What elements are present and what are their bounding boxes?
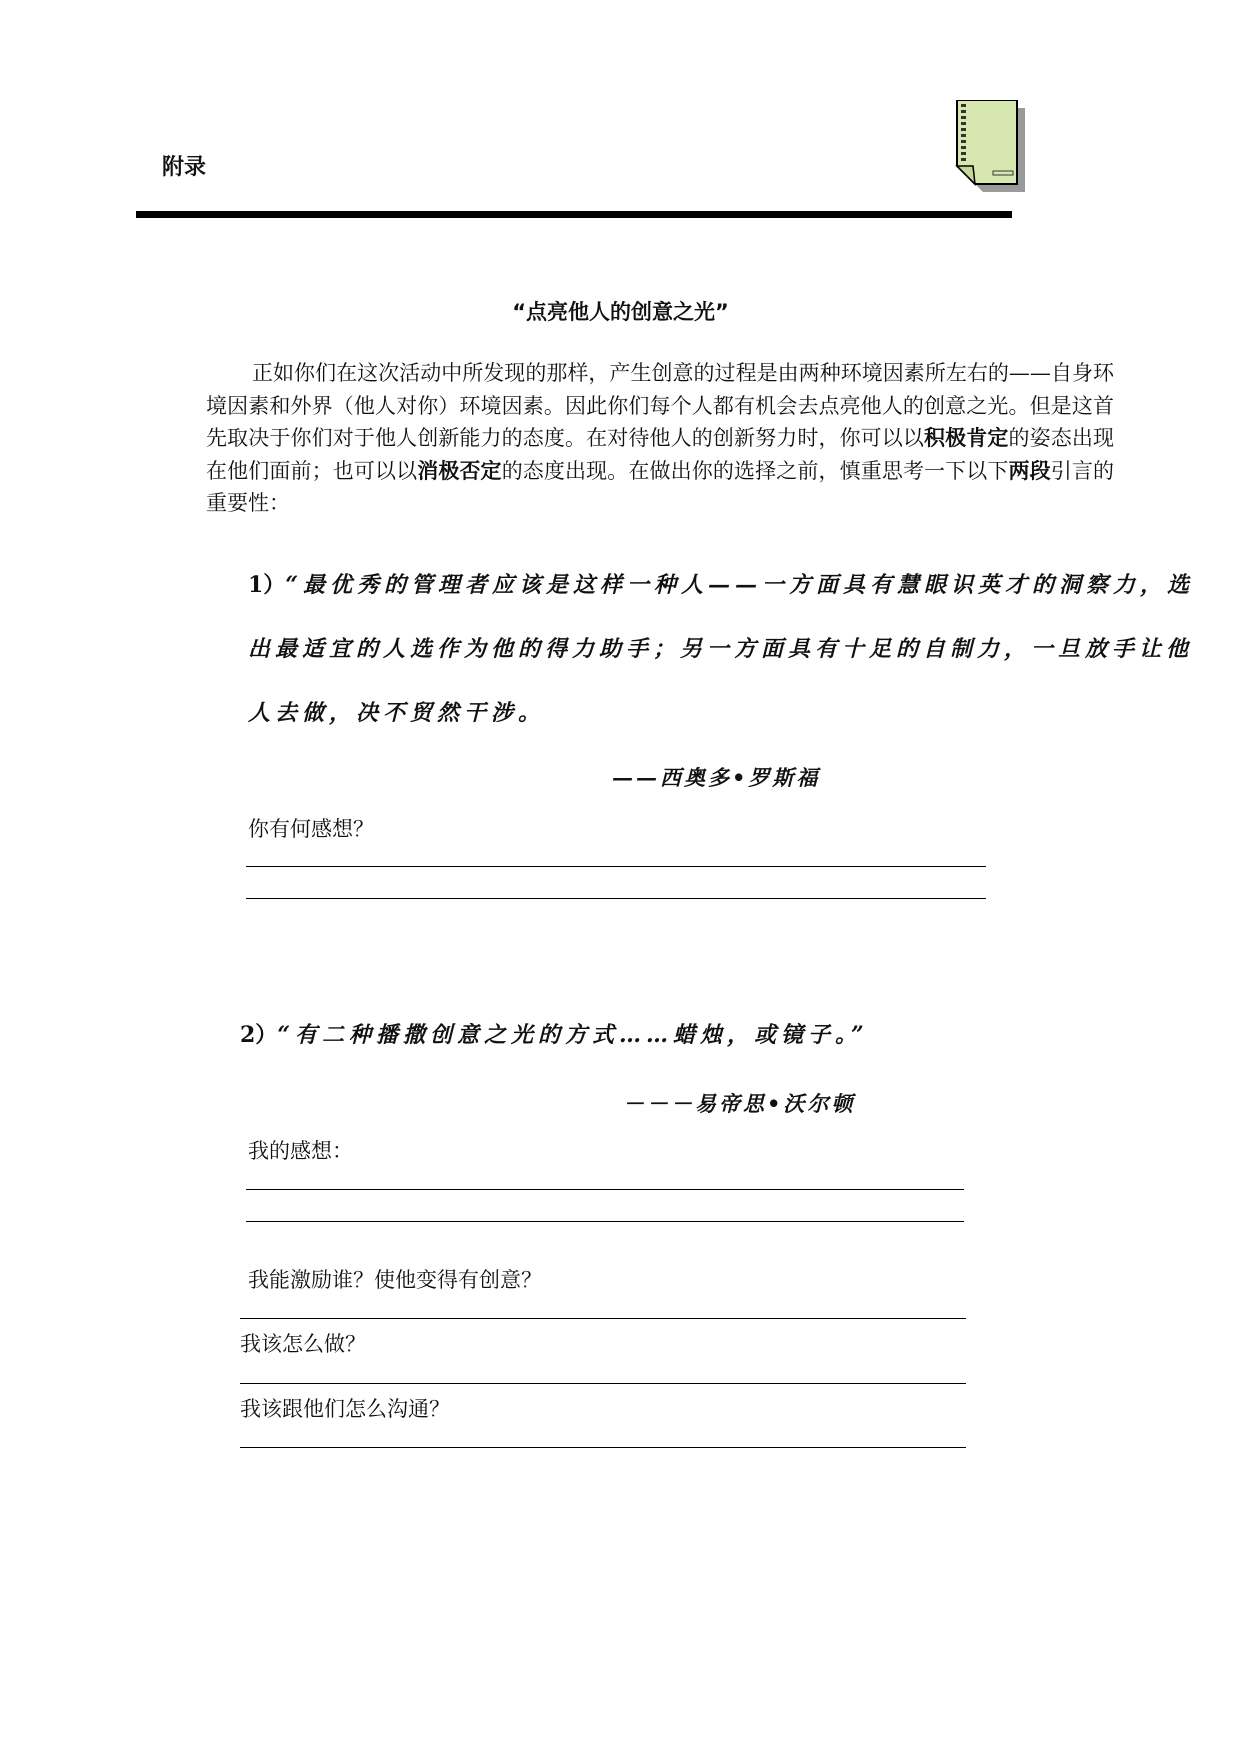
answer-line[interactable] (246, 1221, 964, 1222)
question-how: 我该怎么做？ (240, 1332, 366, 1356)
emphasis-negative: 消极否定 (417, 458, 502, 483)
answer-line[interactable] (240, 1318, 966, 1319)
page-title: “点亮他人的创意之光” (512, 300, 729, 324)
notebook-icon (955, 100, 1037, 200)
emphasis-two: 两段 (1008, 458, 1051, 483)
question-communicate: 我该跟他们怎么沟通？ (240, 1397, 450, 1421)
answer-line[interactable] (246, 1189, 964, 1190)
answer-line[interactable] (246, 866, 986, 867)
question-inspire: 我能激励谁？使他变得有创意？ (248, 1268, 542, 1292)
quote2: 2）“有二种播撒创意之光的方式……蜡烛，或镜子。” (240, 1022, 869, 1048)
header-rule (136, 211, 1012, 218)
intro-paragraph: 正如你们在这次活动中所发现的那样，产生创意的过程是由两种环境因素所左右的——自身环境因素和外界（他人对你）环境因素。因此你们每个人都有机会去点亮他人的创意之光。但是这首先取决于你们对于他人创新能力的态度。在对待他人的创新努力时，你可以以积极肯定的姿态出现在他们面前；也可以以消极否定的态度出现。在做出你的选择之前，慎重思考一下以下两段引言的重要性： (206, 361, 1115, 515)
answer-line[interactable] (246, 898, 986, 899)
quote1-line3: 人去做，决不贸然干涉。 (248, 700, 546, 726)
quote1-line2: 出最适宜的人选作为他的得力助手；另一方面具有十足的自制力，一旦放手让他 (248, 636, 1194, 662)
quote1-author: ——西奥多•罗斯福 (612, 765, 821, 790)
answer-line[interactable] (240, 1383, 966, 1384)
quote1-number: 1） (248, 572, 286, 598)
quote2-number: 2） (240, 1022, 278, 1048)
quote2-author: －－－易帝思•沃尔顿 (623, 1091, 856, 1116)
quote1-line1: 1）“最优秀的管理者应该是这样一种人——一方面具有慧眼识英才的洞察力，选 (248, 572, 1194, 598)
section-header: 附录 (162, 155, 207, 180)
emphasis-positive: 积极肯定 (924, 426, 1009, 450)
quote1-prompt: 你有何感想？ (248, 817, 374, 841)
answer-line[interactable] (240, 1447, 966, 1448)
quote2-prompt: 我的感想： (248, 1139, 353, 1163)
